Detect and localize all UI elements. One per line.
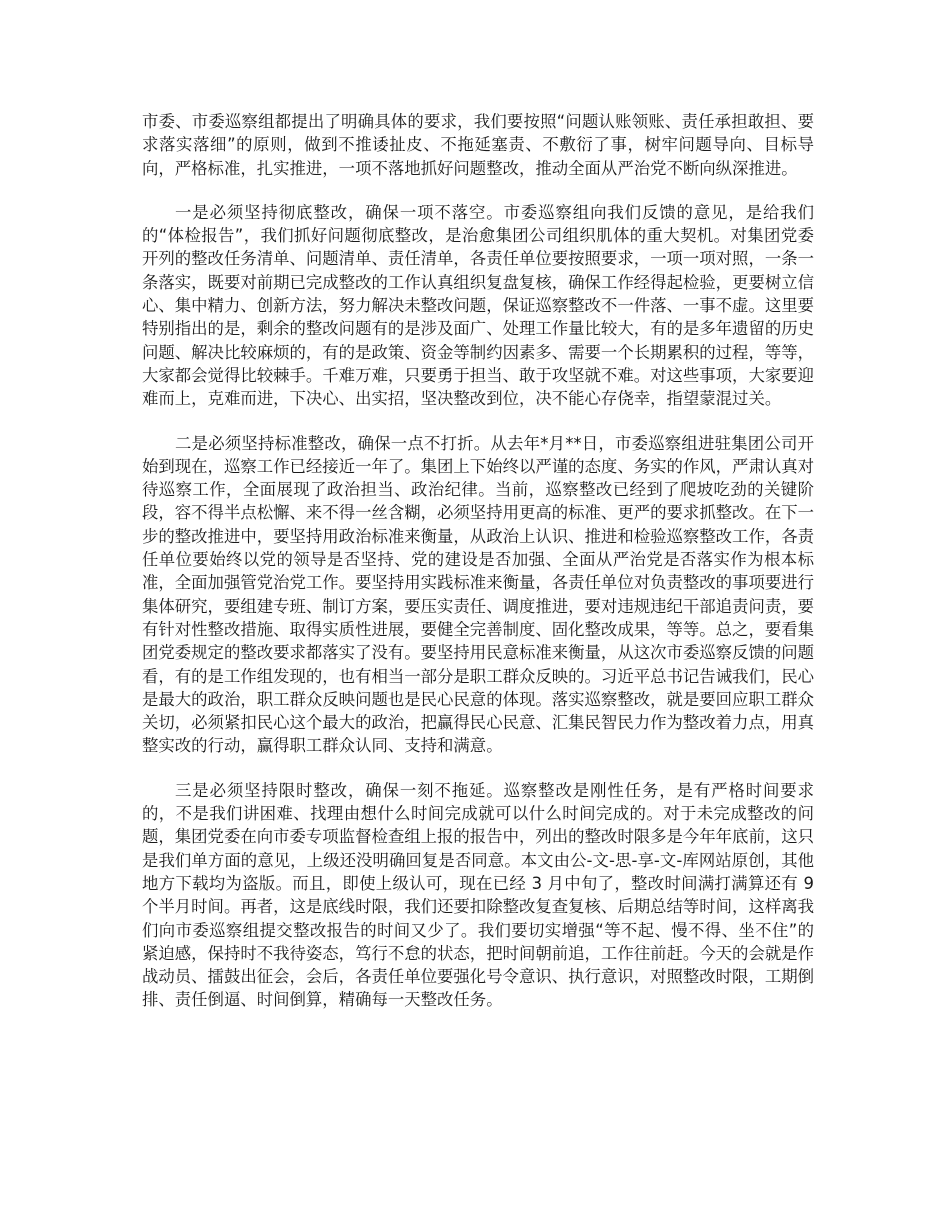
paragraph-thorough-rectification: 一是必须坚持彻底整改，确保一项不落空。市委巡察组向我们反馈的意见，是给我们的“体检报告”，我们抓好问题彻底整改，是治愈集团公司组织肌体的重大契机。对集团党委开列的整改任务清单、问题清单、责任清单，各责任单位要按照要求，一项一项对照，一条一条落实，既要对前期已完成整改的工作认真组织复盘复核，确保工作经得起检验，更要树立信心、集中精力、创新方法，努力解决未整改问题，保证巡察整改不一件落、一事不虚。这里要特别指出的是，剩余的整改问题有的是涉及面广、处理工作量比较大，有的是多年遗留的历史问题、解决比较麻烦的，有的是政策、资金等制约因素多、需要一个长期累积的过程，等等，大家都会觉得比较棘手。千难万难，只要勇于担当、敢于攻坚就不难。对这些事项，大家要迎难而上，克难而进，下决心、出实招，坚决整改到位，决不能心存侥幸，指望蒙混过关。 <box>142 202 815 409</box>
paragraph-timely-rectification: 三是必须坚持限时整改，确保一刻不拖延。巡察整改是刚性任务，是有严格时间要求的，不是我们讲困难、找理由想什么时间完成就可以什么时间完成的。对于未完成整改的问题，集团党委在向市委专项监督检查组上报的报告中，列出的整改时限多是今年年底前，这只是我们单方面的意见，上级还没明确回复是否同意。本文由公-文-思-享-文-库网站原创，其他地方下载均为盗版。而且，即使上级认可，现在已经 3 月中旬了，整改时间满打满算还有 9 个半月时间。再者，这是底线时限，我们还要扣除整改复查复核、后期总结等时间，这样离我们向市委巡察组提交整改报告的时间又少了。我们要切实增强“等不起、慢不得、坐不住”的紧迫感，保持时不我待姿态，笃行不怠的状态，把时间朝前追，工作往前赶。今天的会就是作战动员、擂鼓出征会，会后，各责任单位要强化号令意识、执行意识，对照整改时限，工期倒排、责任倒逼、时间倒算，精确每一天整改任务。 <box>142 780 815 1010</box>
paragraph-standard-rectification: 二是必须坚持标准整改，确保一点不打折。从去年*月**日，市委巡察组进驻集团公司开始到现在，巡察工作已经接近一年了。集团上下始终以严谨的态度、务实的作风，严肃认真对待巡察工作，全面展现了政治担当、政治纪律。当前，巡察整改已经到了爬坡吃劲的关键阶段，容不得半点松懈、来不得一丝含糊，必须坚持用更高的标准、更严的要求抓整改。在下一步的整改推进中，要坚持用政治标准来衡量，从政治上认识、推进和检验巡察整改工作，各责任单位要始终以党的领导是否坚持、党的建设是否加强、全面从严治党是否落实作为根本标准，全面加强管党治党工作。要坚持用实践标准来衡量，各责任单位对负责整改的事项要进行集体研究，要组建专班、制订方案，要压实责任、调度推进，要对违规违纪干部追责问责，要有针对性整改措施、取得实质性进展，要健全完善制度、固化整改成果，等等。总之，要看集团党委规定的整改要求都落实了没有。要坚持用民意标准来衡量，从这次市委巡察反馈的问题看，有的是工作组发现的，也有相当一部分是职工群众反映的。习近平总书记告诫我们，民心是最大的政治，职工群众反映问题也是民心民意的体现。落实巡察整改，就是要回应职工群众关切，必须紧扣民心这个最大的政治，把赢得民心民意、汇集民智民力作为整改着力点，用真整实改的行动，赢得职工群众认同、支持和满意。 <box>142 433 815 756</box>
paragraph-intro: 市委、市委巡察组都提出了明确具体的要求，我们要按照“问题认账领账、责任承担敢担、要求落实落细”的原则，做到不推诿扯皮、不拖延塞责、不敷衍了事，树牢问题导向、目标导向，严格标准，扎实推进，一项不落地抓好问题整改，推动全面从严治党不断向纵深推进。 <box>142 112 814 178</box>
document-page <box>142 110 814 1033</box>
